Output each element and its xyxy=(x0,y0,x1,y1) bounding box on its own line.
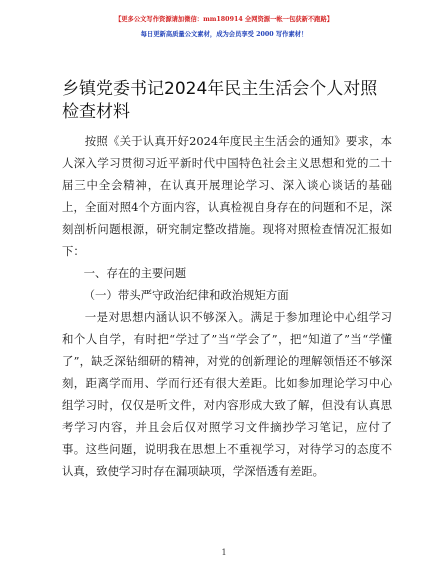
promo-line-2: 每日更新高质量公文素材，成为会员享受 2000 写作素材！ xyxy=(140,31,308,38)
section-heading: 一、存在的主要问题 xyxy=(83,266,187,280)
promo-line-1: 【更多公文写作资源请加微信：mm180914 全网资源一帐一包获新不跑路】 xyxy=(114,16,334,23)
body-paragraph: 一是对思想内涵认识不够深入。满足于参加理论中心组学习和个人自学，有时把“学过了”当“学会了”，把“知道了”当“学懂了”，缺乏深钻细研的精神，对党的创新理论的理解领悟还不够深刻，距离学而用、学而行还有很大差距。比如参加理论学习中心组学习时，仅仅是听文件，对内容形成大致了解，但没有认真思考学习内容，并且会后仅对照学习文件摘抄学习笔记，应付了事。这些问题，说明我在思想上不重视学习，对待学习的态度不认真，致使学习时存在漏项缺项，学深悟透有差距。 xyxy=(62,310,392,478)
page-number: 1 xyxy=(221,548,227,557)
subsection-heading: （一）带头严守政治纪律和政治规矩方面 xyxy=(83,288,289,302)
promo-banner xyxy=(0,14,448,41)
intro-paragraph: 按照《关于认真开好2024年度民主生活会的通知》要求，本人深入学习贯彻习近平新时代中国特色社会主义思想和党的二十届三中全会精神，在认真开展理论学习、深入谈心谈话的基础上，全面对照4个方面内容，认真检视自身存在的问题和不足，深刻剖析问题根源，研究制定整改措施。现将对照检查情况汇报如下： xyxy=(62,134,392,258)
document-title: 乡镇党委书记2024年民主生活会个人对照检查材料 xyxy=(62,79,378,122)
document-body xyxy=(62,130,392,482)
